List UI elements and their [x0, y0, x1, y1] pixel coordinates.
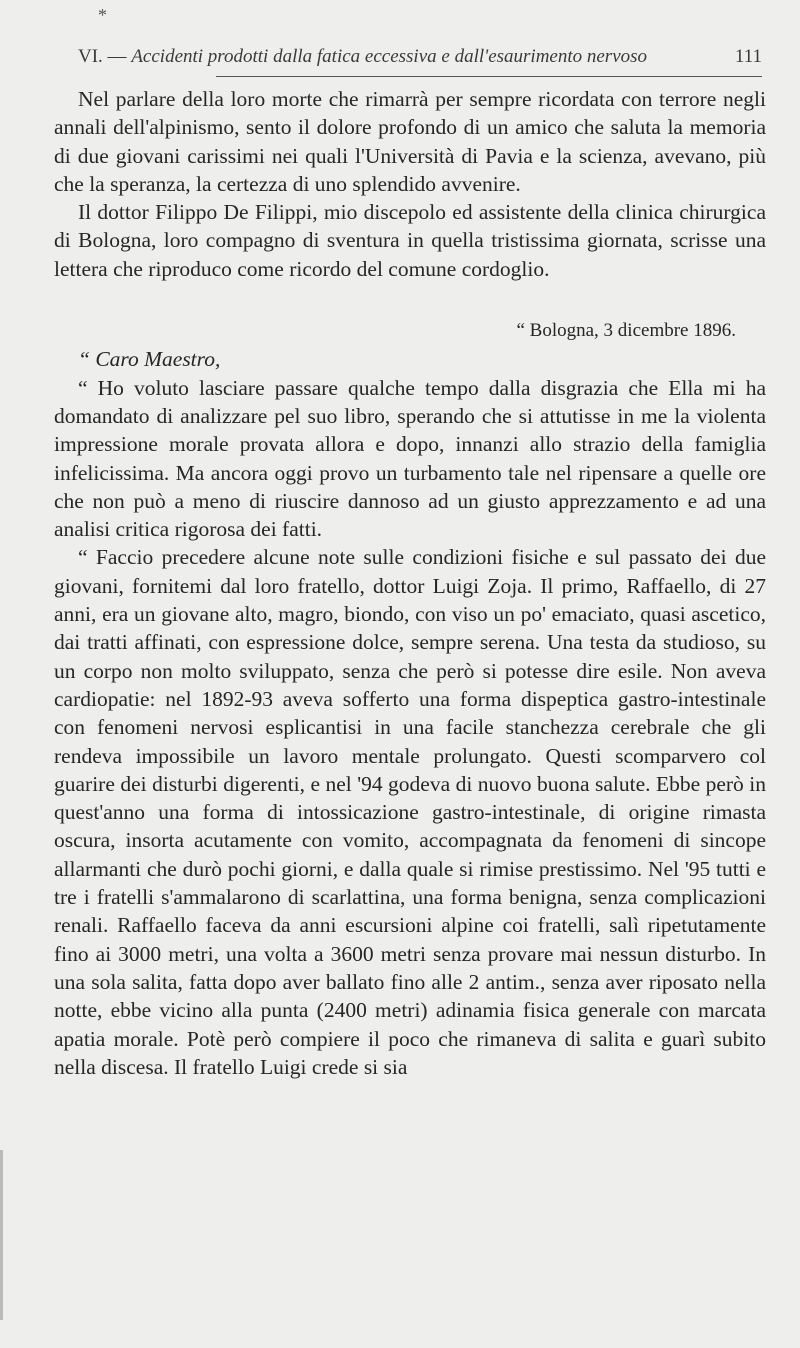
letter-paragraph: “ Faccio precedere alcune note sulle condizioni fisiche e sul passato dei due giovani, fornitemi dal loro fratello, dottor Luigi Zoja. Il primo, Raffaello, di 27 anni, era un giovane alto, magro, biondo, con viso un po' emaciato, quasi ascetico, dai tratti affinati, con espressione dolce, sempre serena. Una testa da studioso, su un corpo non molto sviluppato, senza che però si potesse dire esile. Non aveva cardiopatie: nel 1892-93 aveva sofferto una forma dispeptica gastro-intestinale con fenomeni nervosi esplicantisi in una facile stanchezza cerebrale che gli rendeva impossibile un lavoro mentale prolungato. Questi scomparvero col guarire dei disturbi digerenti, e nel '94 godeva di nuovo buona salute. Ebbe però in quest'anno una forma di intossicazione gastro-intestinale, di origine rimasta oscura, insorta acutamente con vomito, accompagnata da fenomeni di sincope allarmanti che durò pochi giorni, e dalla quale si rimise prestissimo. Nel '95 tutti e tre i fratelli s'ammalarono di scarlattina, una forma benigna, senza complicazioni renali. Raffaello faceva da anni escursioni alpine coi fratelli, salì ripetutamente fino ai 3000 metri, una volta a 3600 metri senza provare mai nessun disturbo. In una sola salita, fatta dopo aver ballato fino alle 2 antim., senza aver riposato nella notte, ebbe vicino alla punta (2400 metri) adinamia fisica generale con marcata apatia morale. Potè però compiere il poco che rimaneva di salita e guarì subito nella discesa. Il fratello Luigi crede si sia	[54, 545, 766, 1079]
letter-dateline: “ Bologna, 3 dicembre 1896.	[516, 320, 736, 342]
page-edge-shadow	[0, 1150, 3, 1320]
paragraph: Il dottor Filippo De Filippi, mio discepolo ed assistente della clinica chirurgica di Bologna, loro compagno di sventura in quella tristissima giornata, scrisse una lettera che riproduco come ricordo del comune cordoglio.	[54, 200, 766, 281]
header-rule	[216, 76, 762, 77]
letter-salutation: “ Caro Maestro,	[78, 347, 221, 372]
chapter-title: Accidenti prodotti dalla fatica eccessiva e dall'esaurimento nervoso	[131, 46, 648, 67]
letter-paragraph: “ Ho voluto lasciare passare qualche tempo dalla disgrazia che Ella mi ha domandato di analizzare pel suo libro, sperando che si attutisse in me la violenta impressione morale provata allora e dopo, innanzi allo strazio della famiglia infelicissima. Ma ancora oggi provo un turbamento tale nel ripensare a quelle ore che non può a meno di riuscire dannoso ad un giusto apprezzamento e ad una analisi critica rigorosa dei fatti.	[54, 375, 766, 542]
page-number: 111	[734, 46, 762, 67]
printer-mark: *	[98, 5, 107, 25]
running-head	[78, 44, 762, 70]
paragraph: Nel parlare della loro morte che rimarrà per sempre ricordata con terrore negli annali dell'alpinismo, sento il dolore profondo di un amico che saluta la memoria di due giovani carissimi nei quali l'Università di Pavia e la scienza, avevano, più che la speranza, la certezza di uno splendido avvenire.	[54, 87, 766, 196]
page-body	[54, 85, 766, 1081]
chapter-number: VI. —	[78, 46, 127, 67]
